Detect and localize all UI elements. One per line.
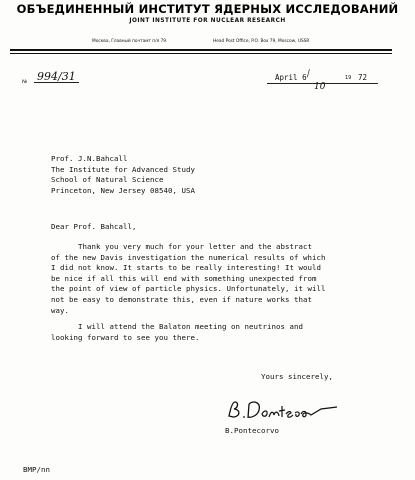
body-line: I will attend the Balaton meeting on neutrinos and bbox=[51, 322, 303, 331]
recipient-line: School of Natural Science bbox=[51, 175, 164, 185]
body-line: not be easy to demonstrate this, even if nature works that bbox=[51, 294, 312, 304]
typist-initials: BMP/nn bbox=[23, 465, 50, 474]
recipient-line: Princeton, New Jersey 08540, USA bbox=[51, 185, 195, 195]
letterhead-title-russian: ОБЪЕДИНЕННЫЙ ИНСТИТУТ ЯДЕРНЫХ ИССЛЕДОВАНИЙ bbox=[16, 2, 399, 16]
letterhead-address-english: Head Post Office, P.O. Box 79, Moscow, USSR bbox=[213, 39, 310, 44]
handwritten-signature bbox=[225, 396, 345, 424]
letterhead-rule-thin bbox=[10, 53, 392, 54]
recipient-address bbox=[51, 154, 195, 196]
salutation: Dear Prof. Bahcall, bbox=[51, 222, 137, 231]
recipient-line: The Institute for Advanced Study bbox=[51, 164, 195, 174]
letterhead-title-english: JOINT INSTITUTE FOR NUCLEAR RESEARCH bbox=[129, 18, 286, 24]
body-line: the point of view of particle physics. Unfortunately, it will bbox=[51, 284, 326, 294]
reference-underline bbox=[34, 82, 79, 83]
body-line: I did not know. It starts to be really interesting! It would bbox=[51, 263, 321, 273]
date-underline bbox=[267, 83, 378, 84]
date-handwritten-day: 10 bbox=[314, 82, 326, 92]
body-line: looking forward to see you there. bbox=[51, 332, 200, 342]
body-line: way. bbox=[51, 305, 69, 315]
letterhead-rule-thick bbox=[10, 49, 392, 51]
closing: Yours sincerely, bbox=[261, 372, 333, 381]
date-century: 19 bbox=[345, 75, 352, 81]
body-line: of the new Davis investigation the numerical results of which bbox=[51, 252, 326, 262]
recipient-line: Prof. J.N.Bahcall bbox=[51, 154, 128, 163]
body-line: Thank you very much for your letter and the abstract bbox=[51, 242, 312, 251]
letter-date: April 6 bbox=[275, 73, 307, 82]
body-paragraph-2 bbox=[51, 322, 303, 343]
letterhead-address-russian: Москва, Главный почтамт п/я 79. bbox=[92, 39, 168, 44]
signer-name: B.Pontecorvo bbox=[225, 426, 279, 435]
body-line: be nice if all this will end with something unexpected from bbox=[51, 273, 317, 283]
reference-number: 994/31 bbox=[37, 70, 76, 83]
date-year: 72 bbox=[358, 73, 368, 82]
body-paragraph-1 bbox=[51, 242, 325, 316]
date-handwritten-mark: / bbox=[305, 68, 312, 80]
reference-prefix: № bbox=[22, 79, 28, 85]
